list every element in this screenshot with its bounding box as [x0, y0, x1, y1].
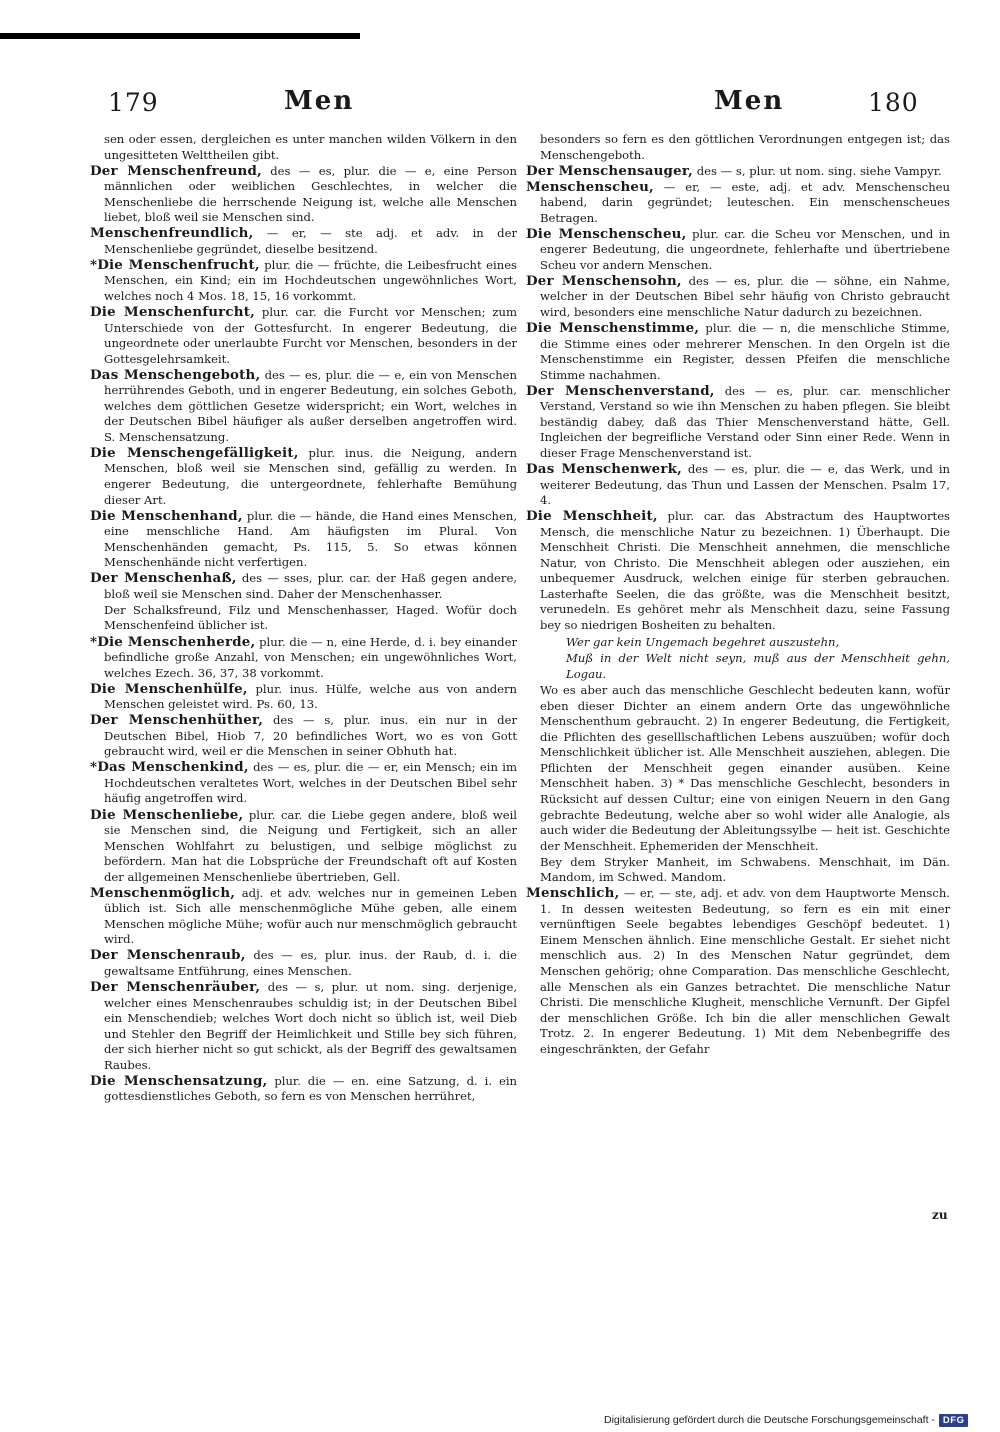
verse-quote — [526, 635, 950, 651]
dictionary-entry — [90, 446, 517, 508]
entry-headword: Der Menschenräuber, — [90, 979, 261, 996]
running-head-left: Men — [284, 86, 355, 116]
entry-text: — er, — este, adj. et adv. Menschenscheu habend, darin gegründet; leuteschen. Ein menschenscheues Betragen. — [540, 179, 950, 225]
dictionary-entry — [526, 227, 950, 274]
entry-text: plur. die — hände, die Hand eines Menschen, eine menschliche Hand. Am häufigsten im Plural. Von Menschenhänden gemacht, Ps. 115, 5. So etwas können Menschenhände nicht verfertigen. — [104, 508, 517, 570]
entry-text: plur. die — früchte, die Leibesfrucht eines Menschen, ein Kind; ein im Hochdeutschen ungewöhnliches Wort, welches noch 4 Mos. 18, 15, 16 vorkommt. — [104, 257, 517, 303]
entry-text: des — sses, plur. car. der Haß gegen andere, bloß weil sie Menschen sind. Daher der Menschenhasser. — [104, 571, 517, 601]
running-head-right: Men — [714, 86, 785, 116]
entry-text: des — es, plur. car. menschlicher Verstand, Verstand so wie ihn Menschen zu haben pflegen. Sie bleibt beständig dabey, daß das Thier Menschenverstand hätte, Gell. Ingleichen der begreifliche Verstand oder Sinn einer Rede. Wenn in dieser Frage Menschenverstand ist. — [540, 383, 950, 460]
entry-text: sen oder essen, dergleichen es unter manchen wilden Völkern in den ungesitteten Welttheilen gibt. — [104, 132, 517, 162]
dictionary-entry — [90, 760, 517, 807]
dictionary-entry — [90, 682, 517, 713]
dictionary-entry — [90, 1074, 517, 1105]
entry-text: plur. inus. Hülfe, welche aus von andern Menschen geleistet wird. Ps. 60, 13. — [104, 681, 517, 712]
entry-text: Bey dem Stryker Manheit, im Schwabens. Menschhait, im Dän. Mandom, im Schwed. Mandom. — [540, 854, 950, 885]
dictionary-entry — [526, 274, 950, 321]
dictionary-entry — [90, 713, 517, 760]
entry-headword: Menschenfreundlich, — [90, 225, 254, 242]
entry-text: plur. car. die Scheu vor Menschen, und in engerer Bedeutung, die ungeordnete, fehlerhafte und übertriebene Scheu vor andern Menschen. — [540, 226, 950, 272]
entry-headword: Die Menschenliebe, — [90, 806, 244, 823]
entry-headword: Der Menschenraub, — [90, 947, 246, 964]
entry-headword: Der Menschensohn, — [526, 272, 682, 289]
dictionary-entry — [90, 635, 517, 682]
dfg-logo: DFG — [939, 1414, 969, 1427]
entry-text: des — es, plur. die — e, das Werk, und in weiterer Bedeutung, das Thun und Lassen der Menschen. Psalm 17, 4. — [540, 461, 950, 508]
entry-text: des — s, plur. inus. ein nur in der Deutschen Bibel, Hiob 7, 20 befindliches Wort, wo es von Gott gebraucht wird, weil er die Menschen in seiner Obhuth hat. — [104, 713, 517, 759]
entry-headword: Der Menschenfreund, — [90, 162, 262, 179]
entry-headword: Die Menschenstimme, — [526, 320, 700, 337]
entry-headword: Die Menschenhand, — [90, 507, 243, 524]
left-column — [90, 132, 517, 1222]
entry-text: Wo es aber auch das menschliche Geschlecht bedeuten kann, wofür eben dieser Dichter an einem andern Orte das ungewöhnliche Menschenthum gebraucht. 2) In engerer Bedeutung, die Fertigkeit, die Pflichten des geselllschaftlichen Lebens auszuüben; wofür doch Menschlichkeit üblicher ist. Alle Menschheit ausziehen, ablegen. Die Pflichten der Menschheit gegen einander ausüben. Keine Menschheit haben. 3) * Das menschliche Geschlecht, besonders in Rücksicht auf dessen Cultur; eine von einigen Neuern in den Gang gebrachte Bedeutung, welche aber so wohl wider alle Analogie, als auch wider die Bedeutung der Ableitungssylbe — heit ist. Geschichte der Menschheit. Ephemeriden der Menschheit. — [540, 683, 950, 853]
entry-text: des — es, plur. die — er, ein Mensch; ein im Hochdeutschen veraltetes Wort, welches in der Deutschen Bibel sehr häufig angetroffen wird. — [104, 760, 517, 806]
entry-text: des — es, plur. die — e, eine Person männlichen oder weiblichen Geschlechtes, in welcher die Menschenliebe die herrschende Neigung ist, welche alle Menschen liebet, bloß weil sie Menschen sind. — [104, 163, 517, 225]
entry-text: des — es, plur. die — e, ein von Menschen herrührendes Geboth, und in engerer Bedeutung, ein solches Geboth, welches dem göttlichen Gesetze widerspricht; ein Wort, welches in der Deutschen Bibel häufiger als außer derselben angetroffen wird. S. Menschensatzung. — [104, 367, 517, 444]
page-number-right: 180 — [868, 88, 919, 117]
entry-headword: Die Menschensatzung, — [90, 1072, 268, 1089]
dictionary-entry — [526, 886, 950, 1057]
dictionary-entry — [526, 384, 950, 462]
entry-text: Der Schalksfreund, Filz und Menschenhasser, Haged. Wofür doch Menschenfeind üblicher ist. — [104, 602, 517, 633]
entry-text: Wer gar kein Ungemach begehret auszustehn, — [566, 634, 840, 649]
entry-text: — er, — ste, adj. et adv. von dem Hauptworte Mensch. 1. In dessen weitesten Bedeutung, so fern es ein mit einer vernünftigen Seele begabtes lebendiges Geschöpf bedeutet. 1) Einem Menschen ähnlich. Eine menschliche Gestalt. Er siehet nicht menschlich aus. 2) In des Menschen Natur gegründet, dem Menschen gehörig; ohne Comparation. Das menschliche Geschlecht, alle Menschen als ein Ganzes betrachtet. Die menschliche Natur Christi. Die menschliche Klugheit, menschliche Vernunft. Der Gipfel der menschlichen Größe. Ich bin die aller menschlichen Gewalt Trotz. 2. In engerer Bedeutung. 1) Mit dem Nebenbegriffe des eingeschränkten, der Gefahr — [540, 886, 950, 1056]
entry-headword: Der Menschenhaß, — [90, 570, 237, 587]
entry-headword: Die Menschengefälligkeit, — [90, 444, 299, 461]
dictionary-entry — [90, 948, 517, 979]
dictionary-entry — [90, 258, 517, 305]
entry-headword: Die Menschenscheu, — [526, 225, 687, 242]
entry-text: Muß in der Welt nicht seyn, muß aus der Menschheit gehn, Logau. — [566, 651, 950, 681]
entry-text: des — s, plur. ut nom. sing. derjenige, welcher eines Menschenraubes schuldig ist; in der Deutschen Bibel ein Menschendieb; welches Wort doch nicht so üblich ist, weil Dieb und Stehler den Begriff der Heimlichkeit und Stille bey sich führen, der sich hierher nicht so gut schickt, als der Begriff des gewaltsamen Raubes. — [104, 980, 517, 1072]
entry-headword: Das Menschenwerk, — [526, 460, 682, 477]
entry-headword: Die Menschenfurcht, — [90, 304, 255, 321]
dictionary-entry — [90, 808, 517, 886]
dictionary-entry — [90, 164, 517, 226]
entry-text: — er, — ste adj. et adv. in der Menschenliebe gegründet, dieselbe besitzend. — [104, 226, 517, 256]
entry-headword: Menschlich, — [526, 885, 620, 902]
dictionary-entry — [90, 603, 517, 634]
dictionary-entry — [90, 368, 517, 446]
entry-text: plur. car. die Furcht vor Menschen; zum Unterschiede von der Gottesfurcht. In engerer Bedeutung, die ungeordnete oder unerlaubte Furcht vor Menschen, besonders in der Gottesgelehrsamkeit. — [104, 305, 517, 366]
entry-text: adj. et adv. welches nur in gemeinen Leben üblich ist. Sich alle menschenmögliche Mühe geben, alle einem Menschen mögliche Mühe; wofür auch nur menschmöglich gebraucht wird. — [104, 885, 517, 947]
entry-text: des — es, plur. inus. der Raub, d. i. die gewaltsame Entführung, eines Menschen. — [104, 948, 517, 978]
dictionary-entry — [90, 571, 517, 602]
entry-headword: *Das Menschenkind, — [90, 759, 249, 776]
entry-headword: Die Menschenhülfe, — [90, 680, 248, 697]
top-rule — [0, 33, 360, 39]
entry-text: besonders so fern es den göttlichen Verordnungen entgegen ist; das Menschengeboth. — [540, 132, 950, 162]
entry-text: des — s, plur. ut nom. sing. siehe Vampyr. — [696, 163, 942, 178]
entry-text: plur. inus. die Neigung, andern Menschen, bloß weil sie Menschen sind, gefällig zu werden. In engerer Bedeutung, die untergeordnete, fehlerhafte Bemühung dieser Art. — [104, 445, 517, 507]
verse-quote — [526, 651, 950, 682]
entry-headword: Das Menschengeboth, — [90, 366, 261, 383]
dictionary-entry — [526, 462, 950, 509]
entry-headword: Menschenmöglich, — [90, 884, 236, 901]
page-number-left: 179 — [108, 88, 159, 117]
entry-headword: *Die Menschenherde, — [90, 633, 256, 650]
entry-text: des — es, plur. die — söhne, ein Nahme, welcher in der Deutschen Bibel sehr häufig von Christo gebraucht wird, besonders eine menschliche Natur dadurch zu bezeichnen. — [540, 273, 950, 320]
entry-text: plur. car. die Liebe gegen andere, bloß weil sie Menschen sind, die Neigung und Fertigkeit, sich an aller Menschen Wohlfahrt zu belustigen, und selbige möglichst zu befördern. Man hat die Lobsprüche der Freundschaft oft auf Kosten der allgemeinen Menschenliebe übertrieben, Gell. — [104, 807, 517, 884]
dictionary-entry — [90, 886, 517, 948]
dictionary-entry — [526, 683, 950, 854]
dictionary-entry — [526, 855, 950, 886]
dictionary-entry — [90, 132, 517, 163]
entry-headword: Menschenscheu, — [526, 178, 654, 195]
dictionary-entry — [526, 164, 950, 180]
dictionary-entry — [90, 980, 517, 1073]
dictionary-entry — [90, 226, 517, 257]
dictionary-entry — [526, 509, 950, 633]
dictionary-entry — [526, 180, 950, 227]
footer-text: Digitalisierung gefördert durch die Deutsche Forschungsgemeinschaft - — [604, 1414, 935, 1426]
entry-headword: Die Menschheit, — [526, 508, 658, 525]
entry-headword: Der Menschensauger, — [526, 162, 693, 179]
catchword: zu — [932, 1208, 948, 1222]
dictionary-entry — [526, 132, 950, 163]
dictionary-entry — [90, 305, 517, 367]
entry-headword: Der Menschenverstand, — [526, 382, 715, 399]
entry-headword: *Die Menschenfrucht, — [90, 256, 260, 273]
dictionary-entry — [90, 509, 517, 571]
entry-text: plur. die — n, die menschliche Stimme, die Stimme eines oder mehrerer Menschen. In den Orgeln ist die Menschenstimme ein Register, dessen Pfeifen die menschliche Stimme nachahmen. — [540, 321, 950, 382]
entry-text: plur. die — en. eine Satzung, d. i. ein gottesdienstliches Geboth, so fern es von Menschen herrühret, — [104, 1073, 517, 1104]
digitization-footer — [604, 1412, 994, 1428]
dictionary-entry — [526, 321, 950, 383]
entry-headword: Der Menschenhüther, — [90, 712, 264, 729]
entry-text: plur. die — n, eine Herde, d. i. bey einander befindliche große Anzahl, von Menschen; ein ungewöhnliches Wort, welches Ezech. 36, 37, 38 vorkommt. — [104, 634, 517, 680]
right-column — [526, 132, 950, 1222]
entry-text: plur. car. das Abstractum des Hauptwortes Mensch, die menschliche Natur zu bezeichnen. 1) Überhaupt. Die Menschheit Christi. Die Menschheit annehmen, die menschliche Natur, von Christo. Die Menschheit ablegen oder ausziehen, ein unbequemer Ausdruck, welchen einige für sterben gebrauchen. Lasterhafte Seelen, die das größte, was die Menschheit besitzt, verunedeln. Es gehöret mehr als Menschheit dazu, seine Fassung bey so niedrigen Bosheiten zu behalten. — [540, 509, 950, 632]
